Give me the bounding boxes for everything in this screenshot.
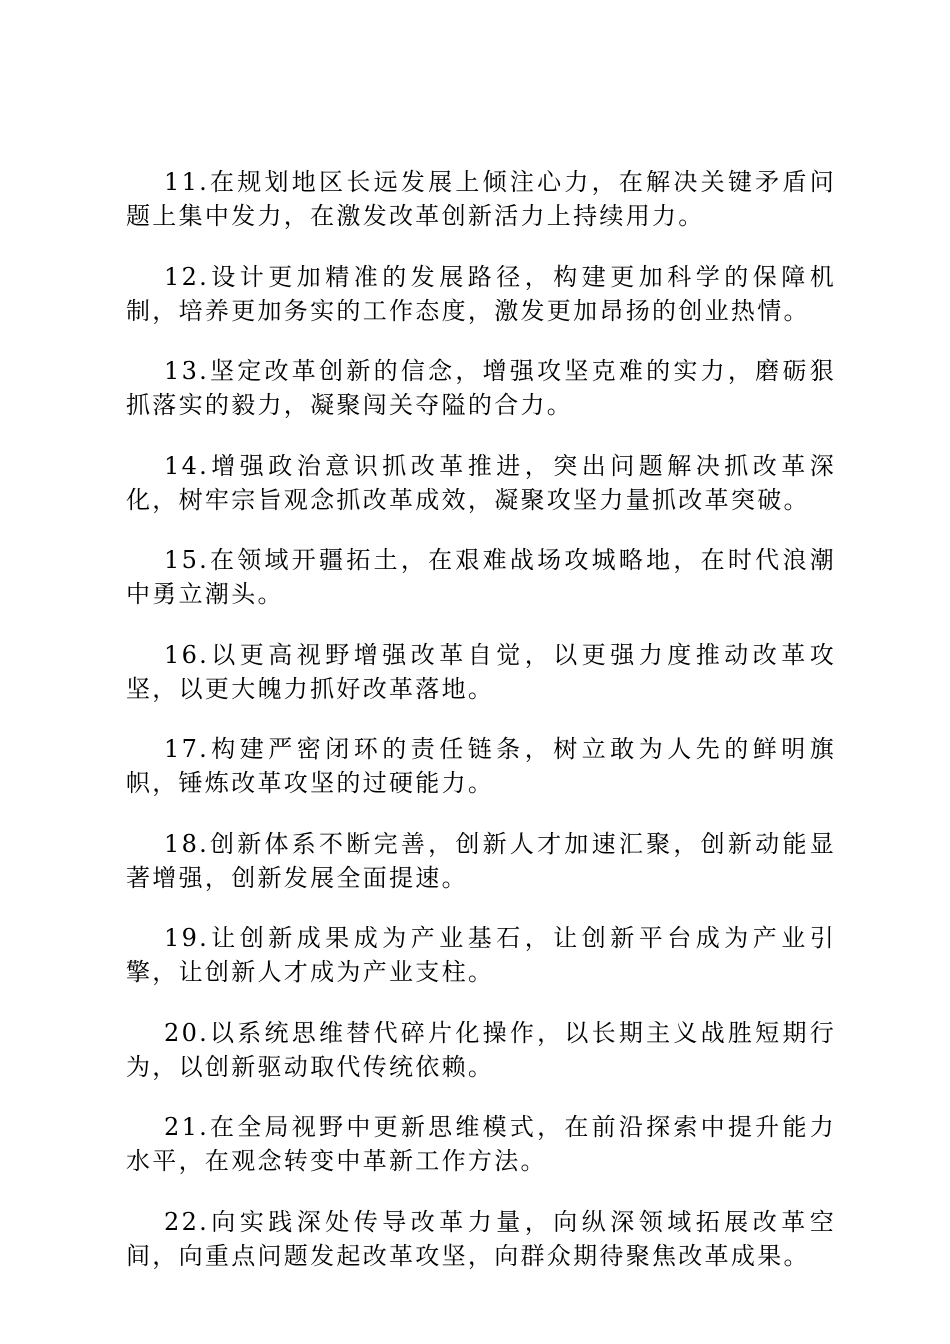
paragraph-11: 11.在规划地区长远发展上倾注心力，在解决关键矛盾问题上集中发力，在激发改革创新活力上持续用力。 xyxy=(126,168,836,230)
paragraph-12: 12.设计更加精准的发展路径，构建更加科学的保障机制，培养更加务实的工作态度，激发更加昂扬的创业热情。 xyxy=(126,262,836,325)
paragraph-20: 20.以系统思维替代碎片化操作，以长期主义战胜短期行为，以创新驱动取代传统依赖。 xyxy=(126,1018,836,1081)
paragraph-16: 16.以更高视野增强改革自觉，以更强力度推动改革攻坚，以更大魄力抓好改革落地。 xyxy=(126,640,836,703)
paragraph-17: 17.构建严密闭环的责任链条，树立敢为人先的鲜明旗帜，锤炼改革攻坚的过硬能力。 xyxy=(126,735,836,797)
document-body xyxy=(126,165,836,1299)
paragraph-19: 19.让创新成果成为产业基石，让创新平台成为产业引擎，让创新人才成为产业支柱。 xyxy=(126,924,836,986)
paragraph-21: 21.在全局视野中更新思维模式，在前沿探索中提升能力水平，在观念转变中革新工作方法。 xyxy=(126,1113,836,1175)
paragraph-18: 18.创新体系不断完善，创新人才加速汇聚，创新动能显著增强，创新发展全面提速。 xyxy=(126,829,836,892)
paragraph-14: 14.增强政治意识抓改革推进，突出问题解决抓改革深化，树牢宗旨观念抓改革成效，凝聚攻坚力量抓改革突破。 xyxy=(126,451,836,514)
paragraph-13: 13.坚定改革创新的信念，增强攻坚克难的实力，磨砺狠抓落实的毅力，凝聚闯关夺隘的合力。 xyxy=(126,357,836,419)
paragraph-15: 15.在领域开疆拓土，在艰难战场攻城略地，在时代浪潮中勇立潮头。 xyxy=(126,546,836,608)
paragraph-22: 22.向实践深处传导改革力量，向纵深领域拓展改革空间，向重点问题发起改革攻坚，向群众期待聚焦改革成果。 xyxy=(126,1207,836,1270)
